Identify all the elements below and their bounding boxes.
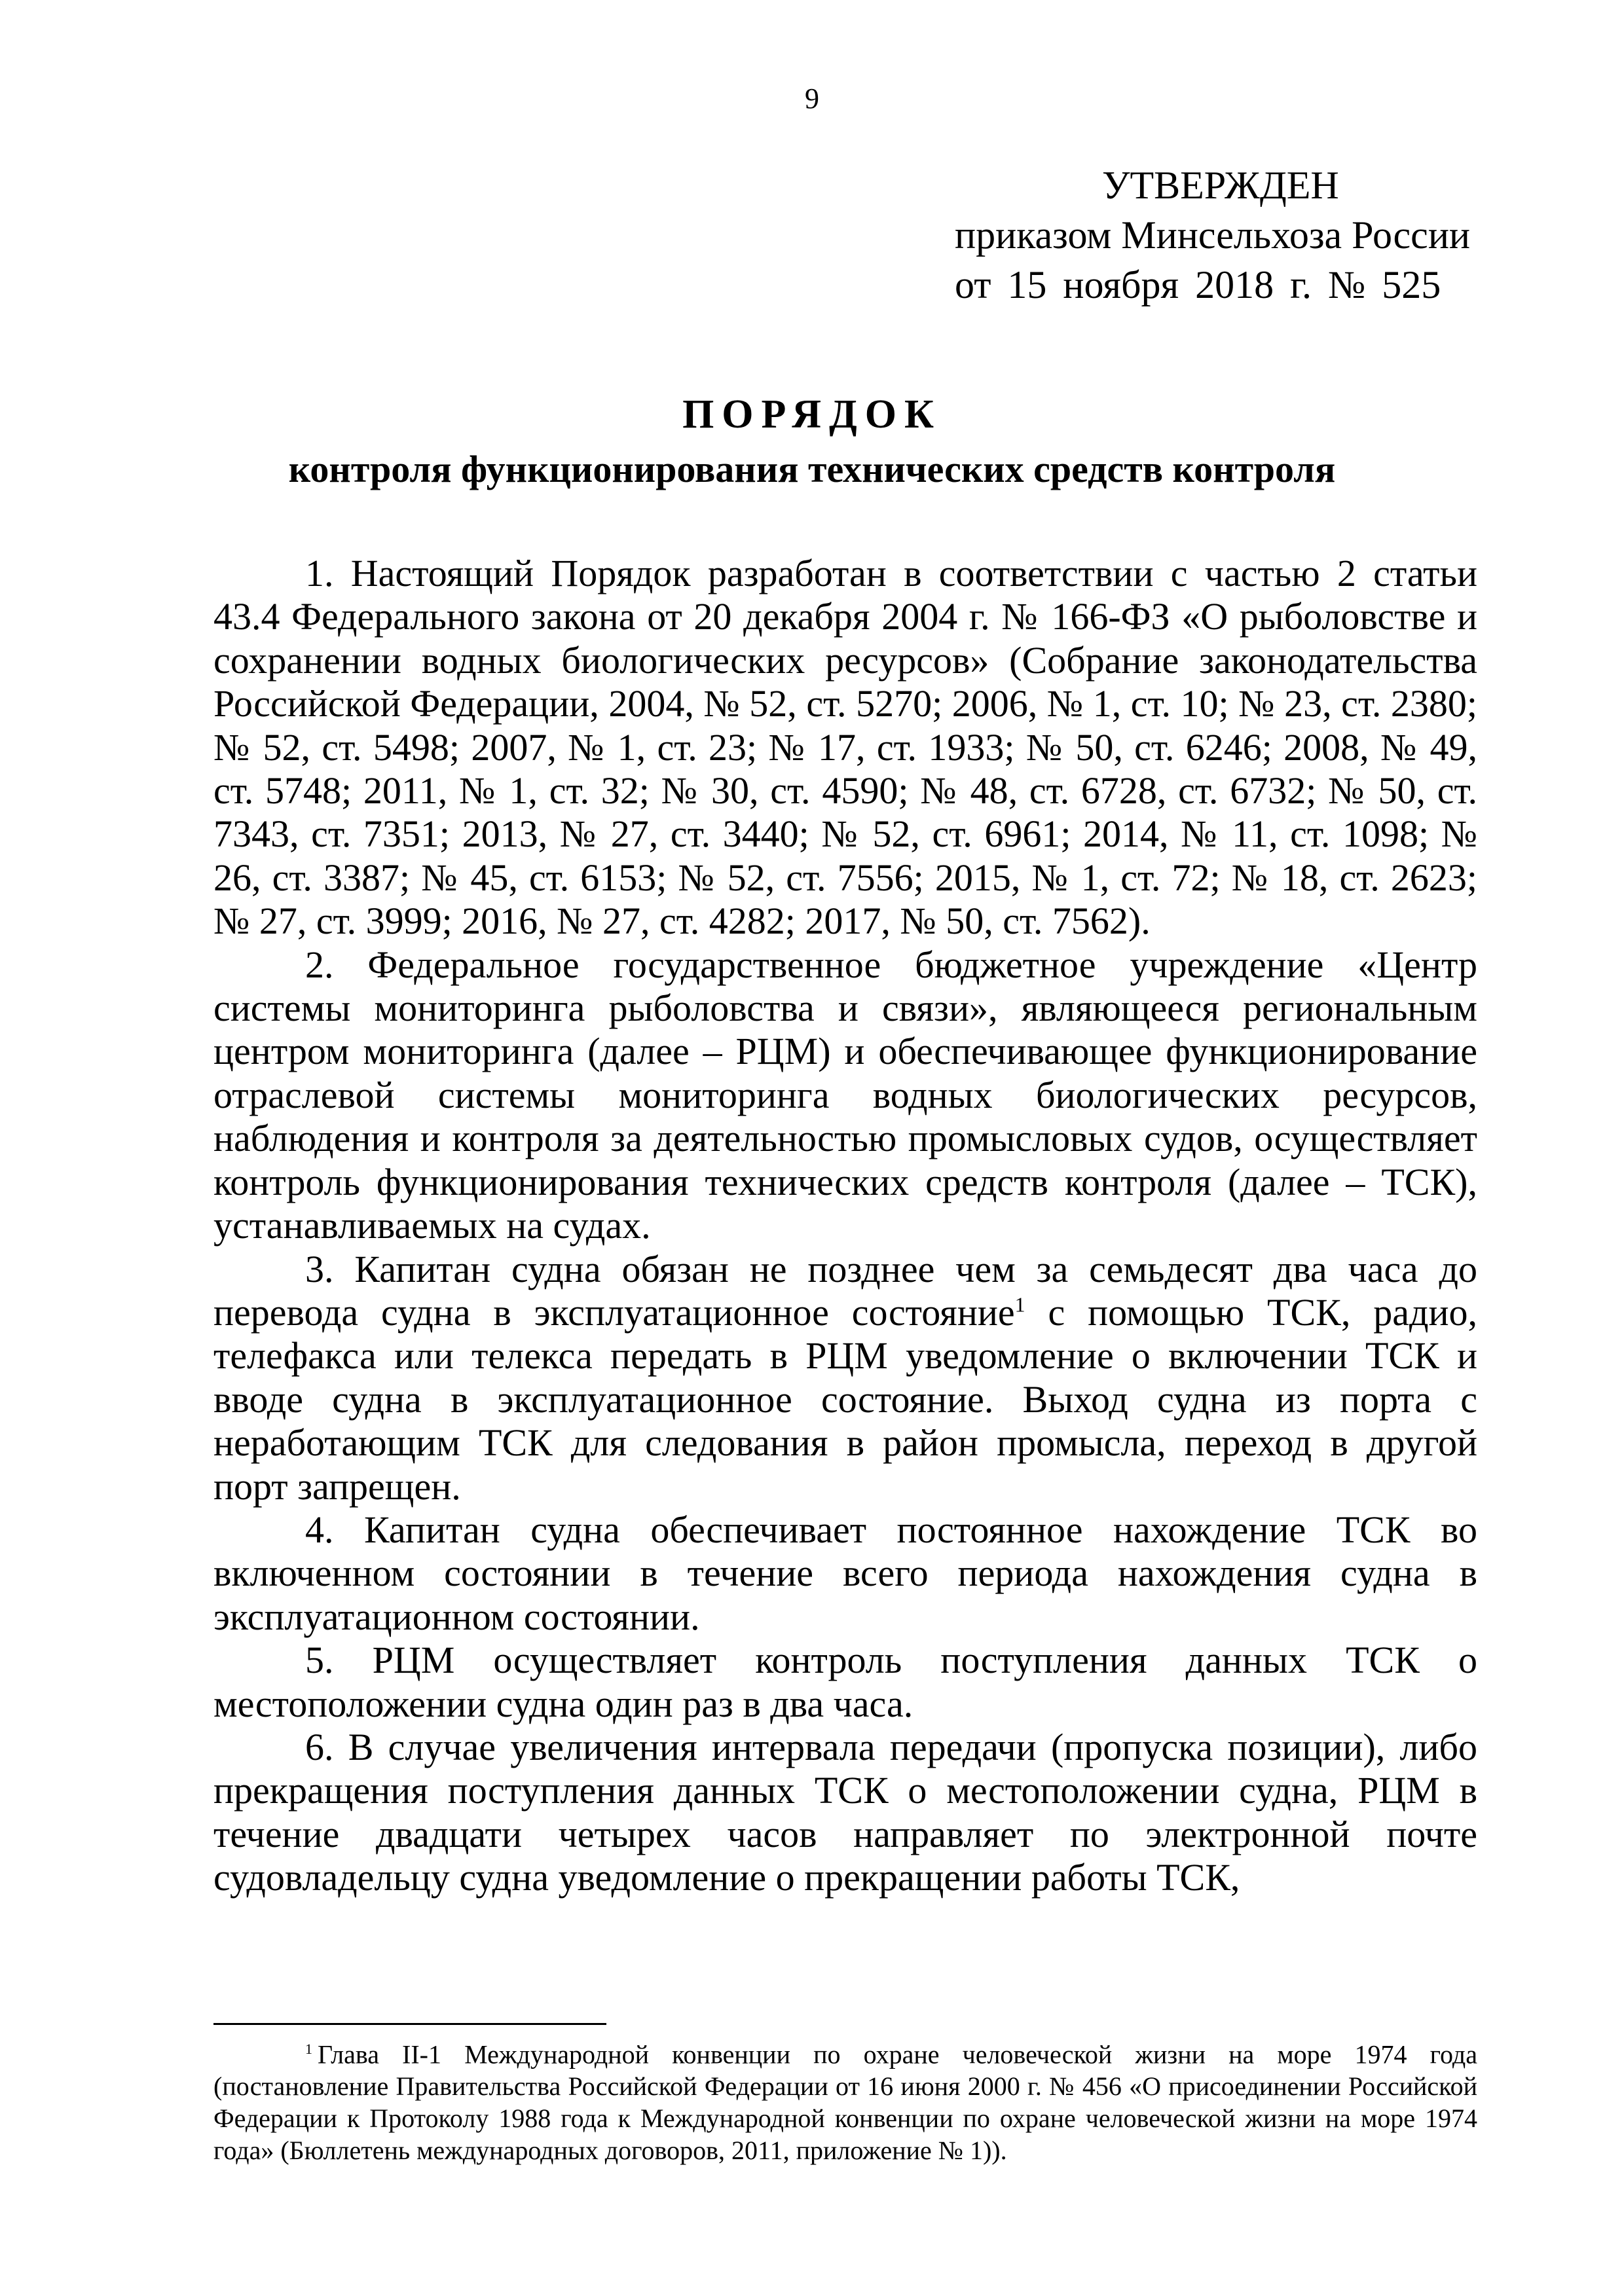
paragraph-3 <box>213 1248 1477 1508</box>
document-body <box>213 552 1477 1900</box>
document-subtitle: контроля функционирования технических средств контроля <box>288 448 1336 490</box>
paragraph-3-end: с помощью ТСК, радио, телефакса или телекса передать в РЦМ уведомление о включении ТСК и вводе судна в эксплуатационное состояние. Выход судна из порта с неработающим ТСК для следования в район промысла, переход в другой порт запрещен. <box>213 1290 1478 1508</box>
footnote-mark: 1 <box>305 2041 312 2057</box>
paragraph-2: 2. Федеральное государственное бюджетное учреждение «Центр системы мониторинга рыболовства и связи», являющееся региональным центром мониторинга (далее – РЦМ) и обеспечивающее функционирование отраслевой системы мониторинга водных биологических ресурсов, наблюдения и контроля за деятельностью промысловых судов, осуществляет контроль функционирования технических средств контроля (далее – ТСК), устанавливаемых на судах. <box>213 943 1477 1247</box>
approval-heading: УТВЕРЖДЕН <box>1102 164 1339 207</box>
paragraph-3-start: 3. Капитан судна обязан не позднее чем за семьдесят два часа до перевода судна в эксплуатационное состояние <box>213 1247 1477 1334</box>
footnote-text: Глава II-1 Международной конвенции по охране человеческой жизни на море 1974 года (постановление Правительства Российской Федерации от 16 июня 2000 г. № 456 «О присоединении Российской Федерации к Протоколу 1988 года к Международной конвенции по охране человеческой жизни на море 1974 года» (Бюллетень международных договоров, 2011, приложение № 1)). <box>213 2039 1477 2166</box>
footnote <box>213 2033 1477 2166</box>
paragraph-6: 6. В случае увеличения интервала передачи (пропуска позиции), либо прекращения поступления данных ТСК о местоположении судна, РЦМ в течение двадцати четырех часов направляет по электронной почте судовладельцу судна уведомление о прекращении работы ТСК, <box>213 1725 1477 1899</box>
approval-date: от 15 ноября 2018 г. № 525 <box>955 263 1441 306</box>
footnote-separator <box>213 2023 606 2025</box>
paragraph-1: 1. Настоящий Порядок разработан в соответствии с частью 2 статьи 43.4 Федерального закона от 20 декабря 2004 г. № 166-ФЗ «О рыболовстве и сохранении водных биологических ресурсов» (Собрание законодательства Российской Федерации, 2004, № 52, ст. 5270; 2006, № 1, ст. 10; № 23, ст. 2380; № 52, ст. 5498; 2007, № 1, ст. 23; № 17, ст. 1933; № 50, ст. 6246; 2008, № 49, ст. 5748; 2011, № 1, ст. 32; № 30, ст. 4590; № 48, ст. 6728, ст. 6732; № 50, ст. 7343, ст. 7351; 2013, № 27, ст. 3440; № 52, ст. 6961; 2014, № 11, ст. 1098; № 26, ст. 3387; № 45, ст. 6153; № 52, ст. 7556; 2015, № 1, ст. 72; № 18, ст. 2623; № 27, ст. 3999; 2016, № 27, ст. 4282; 2017, № 50, ст. 7562). <box>213 552 1477 943</box>
paragraph-4: 4. Капитан судна обеспечивает постоянное нахождение ТСК во включенном состоянии в течение всего периода нахождения судна в эксплуатационном состоянии. <box>213 1508 1477 1638</box>
paragraph-5: 5. РЦМ осуществляет контроль поступления данных ТСК о местоположении судна один раз в два часа. <box>213 1639 1477 1725</box>
document-title: ПОРЯДОК <box>682 392 942 437</box>
page-number: 9 <box>805 82 819 115</box>
footnote-reference: 1 <box>1014 1292 1025 1317</box>
approval-stamp <box>955 160 1492 310</box>
approval-order: приказом Минсельхоза России <box>955 213 1471 257</box>
